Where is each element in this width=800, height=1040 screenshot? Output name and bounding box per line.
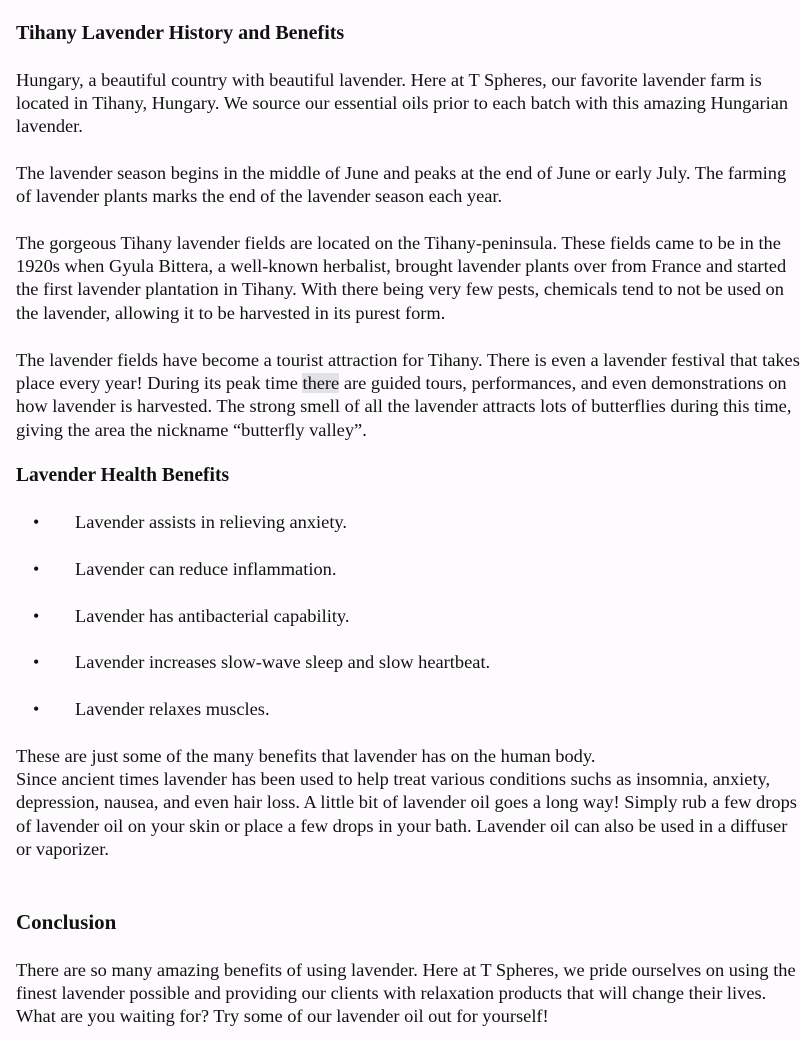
season-paragraph: The lavender season begins in the middle of June and peaks at the end of June or early July. The farming of lavender plants marks the end of the lavender season each year. [16,163,787,207]
tourism-text-end: are guided tours, performances, and even demonstrations on how lavender is harvested. The strong smell of all the lavender attracts lots of butterflies during this time, giving the area the nickname “butterfly valley”. [16,373,792,440]
list-item [0,651,490,698]
list-item [0,698,490,745]
tourism-paragraph [16,349,800,442]
list-item-text: Lavender relaxes muscles. [75,699,270,720]
benefits-summary-paragraph [16,745,800,861]
benefits-heading: Lavender Health Benefits [16,465,230,486]
bullet-icon: • [33,512,40,532]
tourism-text-start: The lavender fields have become a tourist attraction for Tihany. There is even a lavender festival that takes place every year! During its peak time [16,350,800,394]
list-item-text: Lavender assists in relieving anxiety. [75,512,348,532]
list-item [0,605,490,652]
list-item [0,511,490,558]
summary-line: These are just some of the many benefits that lavender has on the human body. [16,746,596,766]
bullet-icon: • [33,652,40,673]
highlighted-word: there [302,373,340,394]
list-item-text: Lavender increases slow-wave sleep and slow heartbeat. [75,652,491,673]
article-title: Tihany Lavender History and Benefits [16,22,345,44]
intro-paragraph: Hungary, a beautiful country with beautiful lavender. Here at T Spheres, our favorite lavender farm is located in Tihany, Hungary. We source our essential oils prior to each batch with this amazing Hungarian lavender. [16,70,789,137]
summary-rest: Since ancient times lavender has been used to help treat various conditions suchs as insomnia, anxiety, depression, nausea, and even hair loss. A little bit of lavender oil goes a long way! Simply rub a few drops of lavender oil on your skin or place a few drops in your bath. Lavender oil can also be used in a diffuser or vaporizer. [16,769,797,859]
conclusion-paragraph: There are so many amazing benefits of using lavender. Here at T Spheres, we pride ourselves on using the finest lavender possible and providing our clients with relaxation products that will change their lives. What are you waiting for? Try some of our lavender oil out for yourself! [16,960,796,1027]
list-item [0,558,490,605]
benefits-list [0,511,490,745]
bullet-icon: • [33,558,40,579]
bullet-icon: • [33,605,40,626]
history-paragraph: The gorgeous Tihany lavender fields are located on the Tihany-peninsula. These fields came to be in the 1920s when Gyula Bittera, a well-known herbalist, brought lavender plants over from France and started the first lavender plantation in Tihany. With there being very few pests, chemicals tend to not be used on the lavender, allowing it to be harvested in its purest form. [16,233,787,323]
conclusion-heading: Conclusion [16,910,117,934]
bullet-icon: • [33,699,40,720]
list-item-text: Lavender can reduce inflammation. [75,558,337,579]
list-item-text: Lavender has antibacterial capability. [75,605,350,626]
